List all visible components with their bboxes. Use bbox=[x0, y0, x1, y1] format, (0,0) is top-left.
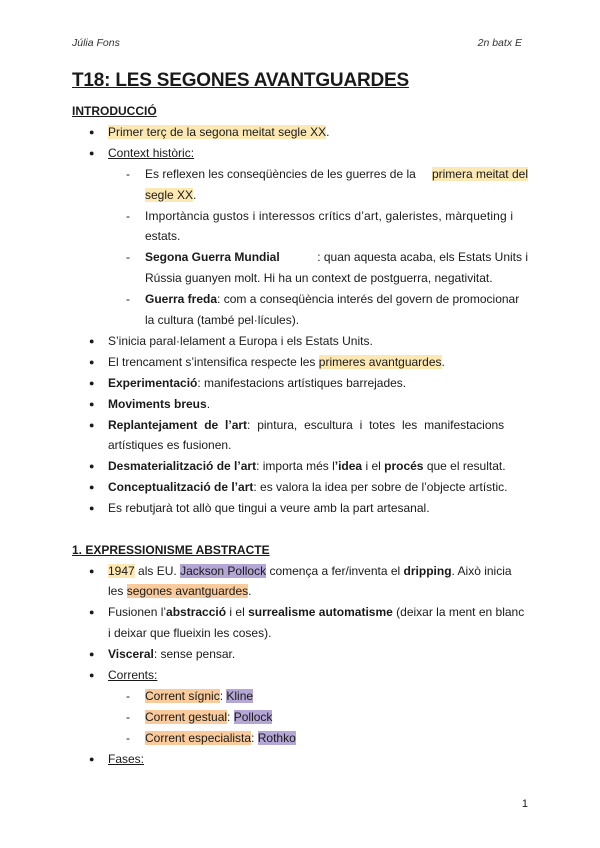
dash-marker: - bbox=[126, 250, 130, 264]
header-author: Júlia Fons bbox=[72, 37, 120, 49]
page-title: T18: LES SEGONES AVANTGUARDES bbox=[72, 70, 409, 91]
bullet-icon: ● bbox=[89, 566, 95, 576]
expr-point-fusion: Fusionen l’abstracció i el surrealisme automatisme (deixar la ment en blanc bbox=[108, 605, 525, 619]
bullet-icon: ● bbox=[89, 649, 95, 659]
context-item-ww2: Segona Guerra Mundial : quan aquesta acaba, els Estats Units i bbox=[145, 250, 528, 264]
dash-marker: - bbox=[126, 167, 130, 181]
intro-point-concept: Conceptualització de l’art: es valora la idea per sobre de l’objecte artístic. bbox=[108, 480, 508, 494]
bullet-icon: ● bbox=[89, 399, 95, 409]
bullet-icon: ● bbox=[89, 461, 95, 471]
section-heading-intro: INTRODUCCIÓ bbox=[72, 104, 157, 118]
bullet-icon: ● bbox=[89, 754, 95, 764]
intro-point-origin: S’inicia paral·lelament a Europa i els Estats Units. bbox=[108, 334, 373, 348]
page-number: 1 bbox=[521, 798, 528, 810]
intro-point-brief: Moviments breus. bbox=[108, 397, 211, 411]
bullet-icon: ● bbox=[89, 607, 95, 617]
context-item-coldwar-cont: la cultura (també pel·lícules). bbox=[145, 313, 300, 327]
context-item-coldwar: Guerra freda: com a conseqüència interés del govern de promocionar bbox=[145, 292, 520, 306]
bullet-icon: ● bbox=[89, 336, 95, 346]
bullet-icon: ● bbox=[89, 148, 95, 158]
expr-point-pollock-cont: les segones avantguardes. bbox=[108, 584, 252, 598]
bullet-icon: ● bbox=[89, 357, 95, 367]
bullet-icon: ● bbox=[89, 482, 95, 492]
bullet-icon: ● bbox=[89, 670, 95, 680]
intro-point-period: Primer terç de la segona meitat segle XX. bbox=[108, 125, 330, 139]
header-course: 2n batx E bbox=[477, 37, 522, 49]
dash-marker: - bbox=[126, 710, 130, 724]
expr-point-currents: Corrents: bbox=[108, 668, 158, 682]
expr-point-pollock: 1947 als EU. Jackson Pollock comença a fer/inventa el dripping. Això inicia bbox=[108, 564, 512, 578]
intro-point-context: Context històric: bbox=[108, 146, 195, 160]
context-item-market-cont: estats. bbox=[145, 229, 181, 243]
intro-point-craft: Es rebutjarà tot allò que tingui a veure amb la part artesanal. bbox=[108, 501, 430, 515]
intro-point-rethink-cont: artístiques es fusionen. bbox=[108, 438, 232, 452]
expr-point-phases: Fases: bbox=[108, 752, 145, 766]
current-especialista: Corrent especialista: Rothko bbox=[145, 731, 296, 745]
intro-point-rethink: Replantejament de l’art: pintura, escultura i totes les manifestacions bbox=[108, 418, 505, 432]
dash-marker: - bbox=[126, 292, 130, 306]
section-heading-expressionism: 1. EXPRESSIONISME ABSTRACTE bbox=[72, 543, 270, 557]
bullet-icon: ● bbox=[89, 127, 95, 137]
intro-point-dematerial: Desmaterialització de l’art: importa més l’idea i el procés que el resultat. bbox=[108, 459, 506, 473]
current-signic: Corrent sígnic: Kline bbox=[145, 689, 254, 703]
bullet-icon: ● bbox=[89, 503, 95, 513]
context-item-ww2-cont: Rússia guanyen molt. Hi ha un context de postguerra, negativitat. bbox=[145, 271, 493, 285]
expr-point-fusion-cont: i deixar que flueixin les coses). bbox=[108, 626, 272, 640]
context-item-market: Importància gustos i interessos crítics d’art, galeristes, màrqueting i bbox=[145, 209, 514, 223]
dash-marker: - bbox=[126, 689, 130, 703]
intro-point-break: El trencament s’intensifica respecte les primeres avantguardes. bbox=[108, 355, 445, 369]
bullet-icon: ● bbox=[89, 420, 95, 430]
intro-point-experiment: Experimentació: manifestacions artístiques barrejades. bbox=[108, 376, 407, 390]
context-item-wars-cont: segle XX. bbox=[145, 188, 197, 202]
dash-marker: - bbox=[126, 209, 130, 223]
context-item-wars: Es reflexen les conseqüències de les guerres de la primera meitat del bbox=[145, 167, 528, 181]
dash-marker: - bbox=[126, 731, 130, 745]
expr-point-visceral: Visceral: sense pensar. bbox=[108, 647, 236, 661]
current-gestual: Corrent gestual: Pollock bbox=[145, 710, 273, 724]
bullet-icon: ● bbox=[89, 378, 95, 388]
